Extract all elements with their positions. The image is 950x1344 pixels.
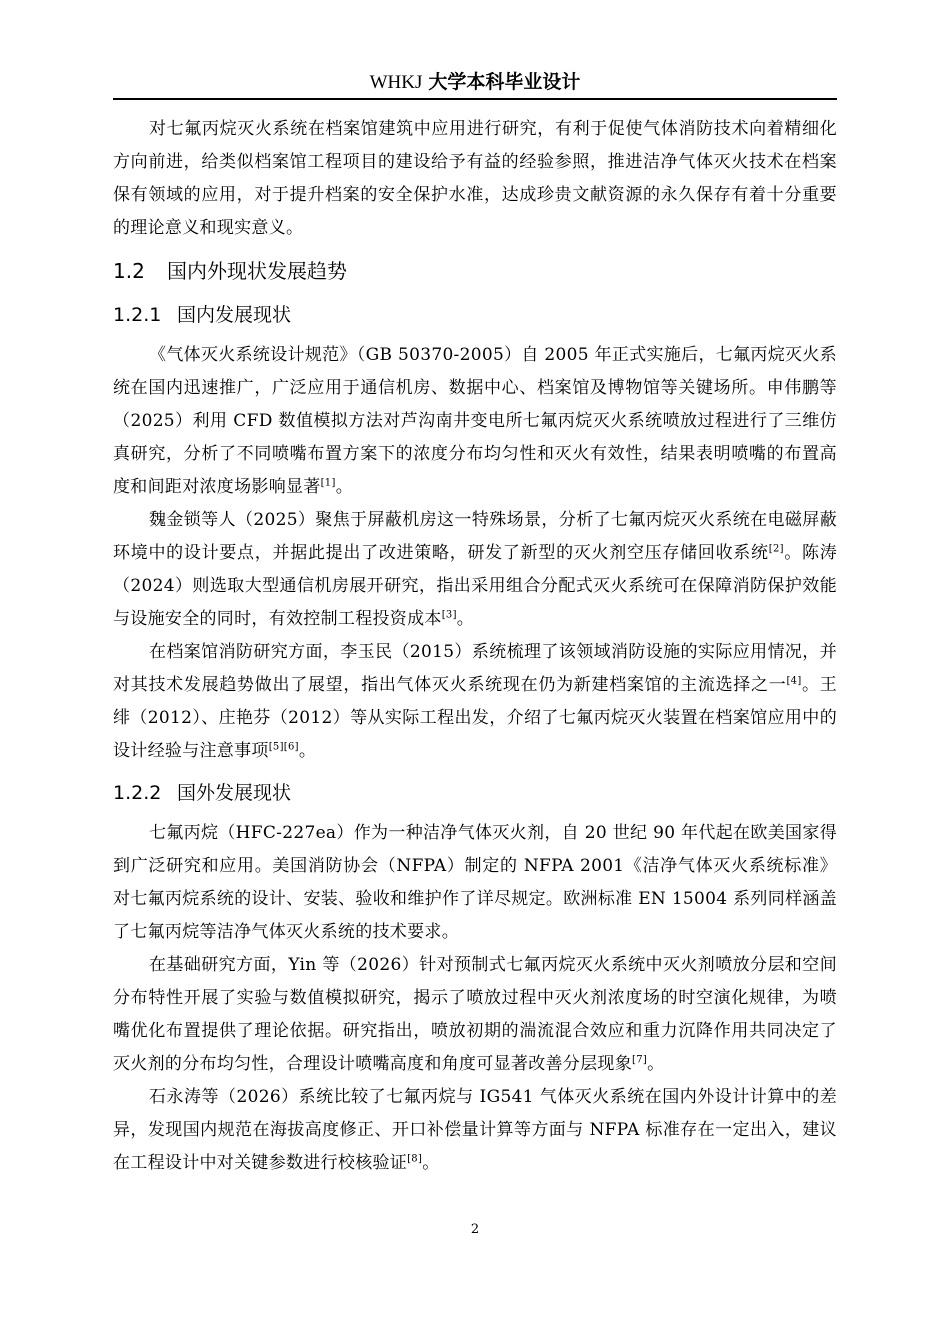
paragraph-end: 。 bbox=[298, 741, 317, 761]
foreign-paragraph-1: 七氟丙烷（HFC-227ea）作为一种洁净气体灭火剂，自 20 世纪 90 年代起在欧美国家得到广泛研究和应用。美国消防协会（NFPA）制定的 NFPA 2001《洁净气体灭火系统标准》对七氟丙烷系统的设计、安装、验收和维护作了详尽规定。欧洲标准 EN 15004 系列同样涵盖了七氟丙烷等洁净气体灭火系统的技术要求。 bbox=[113, 823, 837, 942]
citation-ref: [3] bbox=[441, 609, 457, 621]
paragraph-end: 。 bbox=[335, 477, 353, 497]
citation-ref: [2] bbox=[768, 543, 784, 555]
section-number: 1.2 bbox=[113, 259, 145, 283]
domestic-paragraph-1 bbox=[113, 339, 837, 504]
paragraph-text: 《气体灭火系统设计规范》（GB 50370-2005）自 2005 年正式实施后，七氟丙烷灭火系统在国内迅速推广，广泛应用于通信机房、数据中心、档案馆及博物馆等关键场所。申伟鹏等（2025）利用 CFD 数值模拟方法对芦沟南井变电所七氟丙烷灭火系统喷放过程进行了三维仿真研究，分析了不同喷嘴布置方案下的浓度分布均匀性和灭火有效性，结果表明喷嘴的布置高度和间距对浓度场影响显著 bbox=[113, 345, 837, 497]
section-heading-1-2-2 bbox=[113, 776, 837, 810]
paragraph-text: 。王绯（2012）、庄艳芬（2012）等从实际工程出发，介绍了七氟丙烷灭火装置在档案馆应用中的设计经验与注意事项 bbox=[113, 675, 837, 761]
section-heading-1-2-1 bbox=[113, 298, 837, 332]
foreign-paragraph-3 bbox=[113, 1081, 837, 1180]
citation-ref: [8] bbox=[407, 1153, 423, 1165]
citation-ref: [4] bbox=[786, 675, 802, 687]
page-number: 2 bbox=[470, 1222, 480, 1237]
subsection-number: 1.2.1 bbox=[113, 304, 162, 326]
citation-ref: [1] bbox=[320, 477, 336, 489]
subsection-title: 国内发展现状 bbox=[177, 304, 292, 326]
domestic-paragraph-2 bbox=[113, 504, 837, 636]
section-title: 国内外现状发展趋势 bbox=[167, 259, 347, 283]
domestic-paragraph-3 bbox=[113, 636, 837, 768]
paragraph-text: 魏金锁等人（2025）聚焦于屏蔽机房这一特殊场景，分析了七氟丙烷灭火系统在电磁屏蔽环境中的设计要点，并据此提出了改进策略，研发了新型的灭火剂空压存储回收系统 bbox=[113, 510, 837, 563]
citation-ref: [5][6] bbox=[268, 741, 299, 753]
paragraph-end: 。 bbox=[456, 609, 475, 629]
section-heading-1-2 bbox=[113, 253, 837, 289]
paragraph-text: 在基础研究方面，Yin 等（2026）针对预制式七氟丙烷灭火系统中灭火剂喷放分层和空间分布特性开展了实验与数值模拟研究，揭示了喷放过程中灭火剂浓度场的时空演化规律，为喷嘴优化布置提供了理论依据。研究指出，喷放初期的湍流混合效应和重力沉降作用共同决定了灭火剂的分布均匀性，合理设计喷嘴高度和角度可显著改善分层现象 bbox=[113, 955, 837, 1074]
intro-paragraph: 对七氟丙烷灭火系统在档案馆建筑中应用进行研究，有利于促使气体消防技术向着精细化方向前进，给类似档案馆工程项目的建设给予有益的经验参照，推进洁净气体灭火技术在档案保有领域的应用，对于提升档案的安全保护水准，达成珍贵文献资源的永久保存有着十分重要的理论意义和现实意义。 bbox=[113, 119, 837, 238]
subsection-number: 1.2.2 bbox=[113, 782, 162, 804]
header-code: WHKJ bbox=[369, 72, 423, 93]
citation-ref: [7] bbox=[632, 1054, 648, 1066]
header-title: 大学本科毕业设计 bbox=[428, 71, 581, 93]
page-content bbox=[113, 113, 837, 1180]
paragraph-text: 。陈涛（2024）则选取大型通信机房展开研究，指出采用组合分配式灭火系统可在保障消防保护效能与设施安全的同时，有效控制工程投资成本 bbox=[113, 543, 837, 629]
foreign-paragraph-2 bbox=[113, 949, 837, 1081]
paragraph-end: 。 bbox=[647, 1054, 665, 1074]
subsection-title: 国外发展现状 bbox=[177, 782, 292, 804]
paragraph-text: 在档案馆消防研究方面，李玉民（2015）系统梳理了该领域消防设施的实际应用情况，并对其技术发展趋势做出了展望，指出气体灭火系统现在仍为新建档案馆的主流选择之一 bbox=[113, 642, 837, 695]
paragraph-end: 。 bbox=[422, 1153, 440, 1173]
page-header bbox=[113, 66, 837, 100]
paragraph-text: 石永涛等（2026）系统比较了七氟丙烷与 IG541 气体灭火系统在国内外设计计算中的差异，发现国内规范在海拔高度修正、开口补偿量计算等方面与 NFPA 标准存在一定出入，建议在工程设计中对关键参数进行校核验证 bbox=[113, 1087, 837, 1173]
